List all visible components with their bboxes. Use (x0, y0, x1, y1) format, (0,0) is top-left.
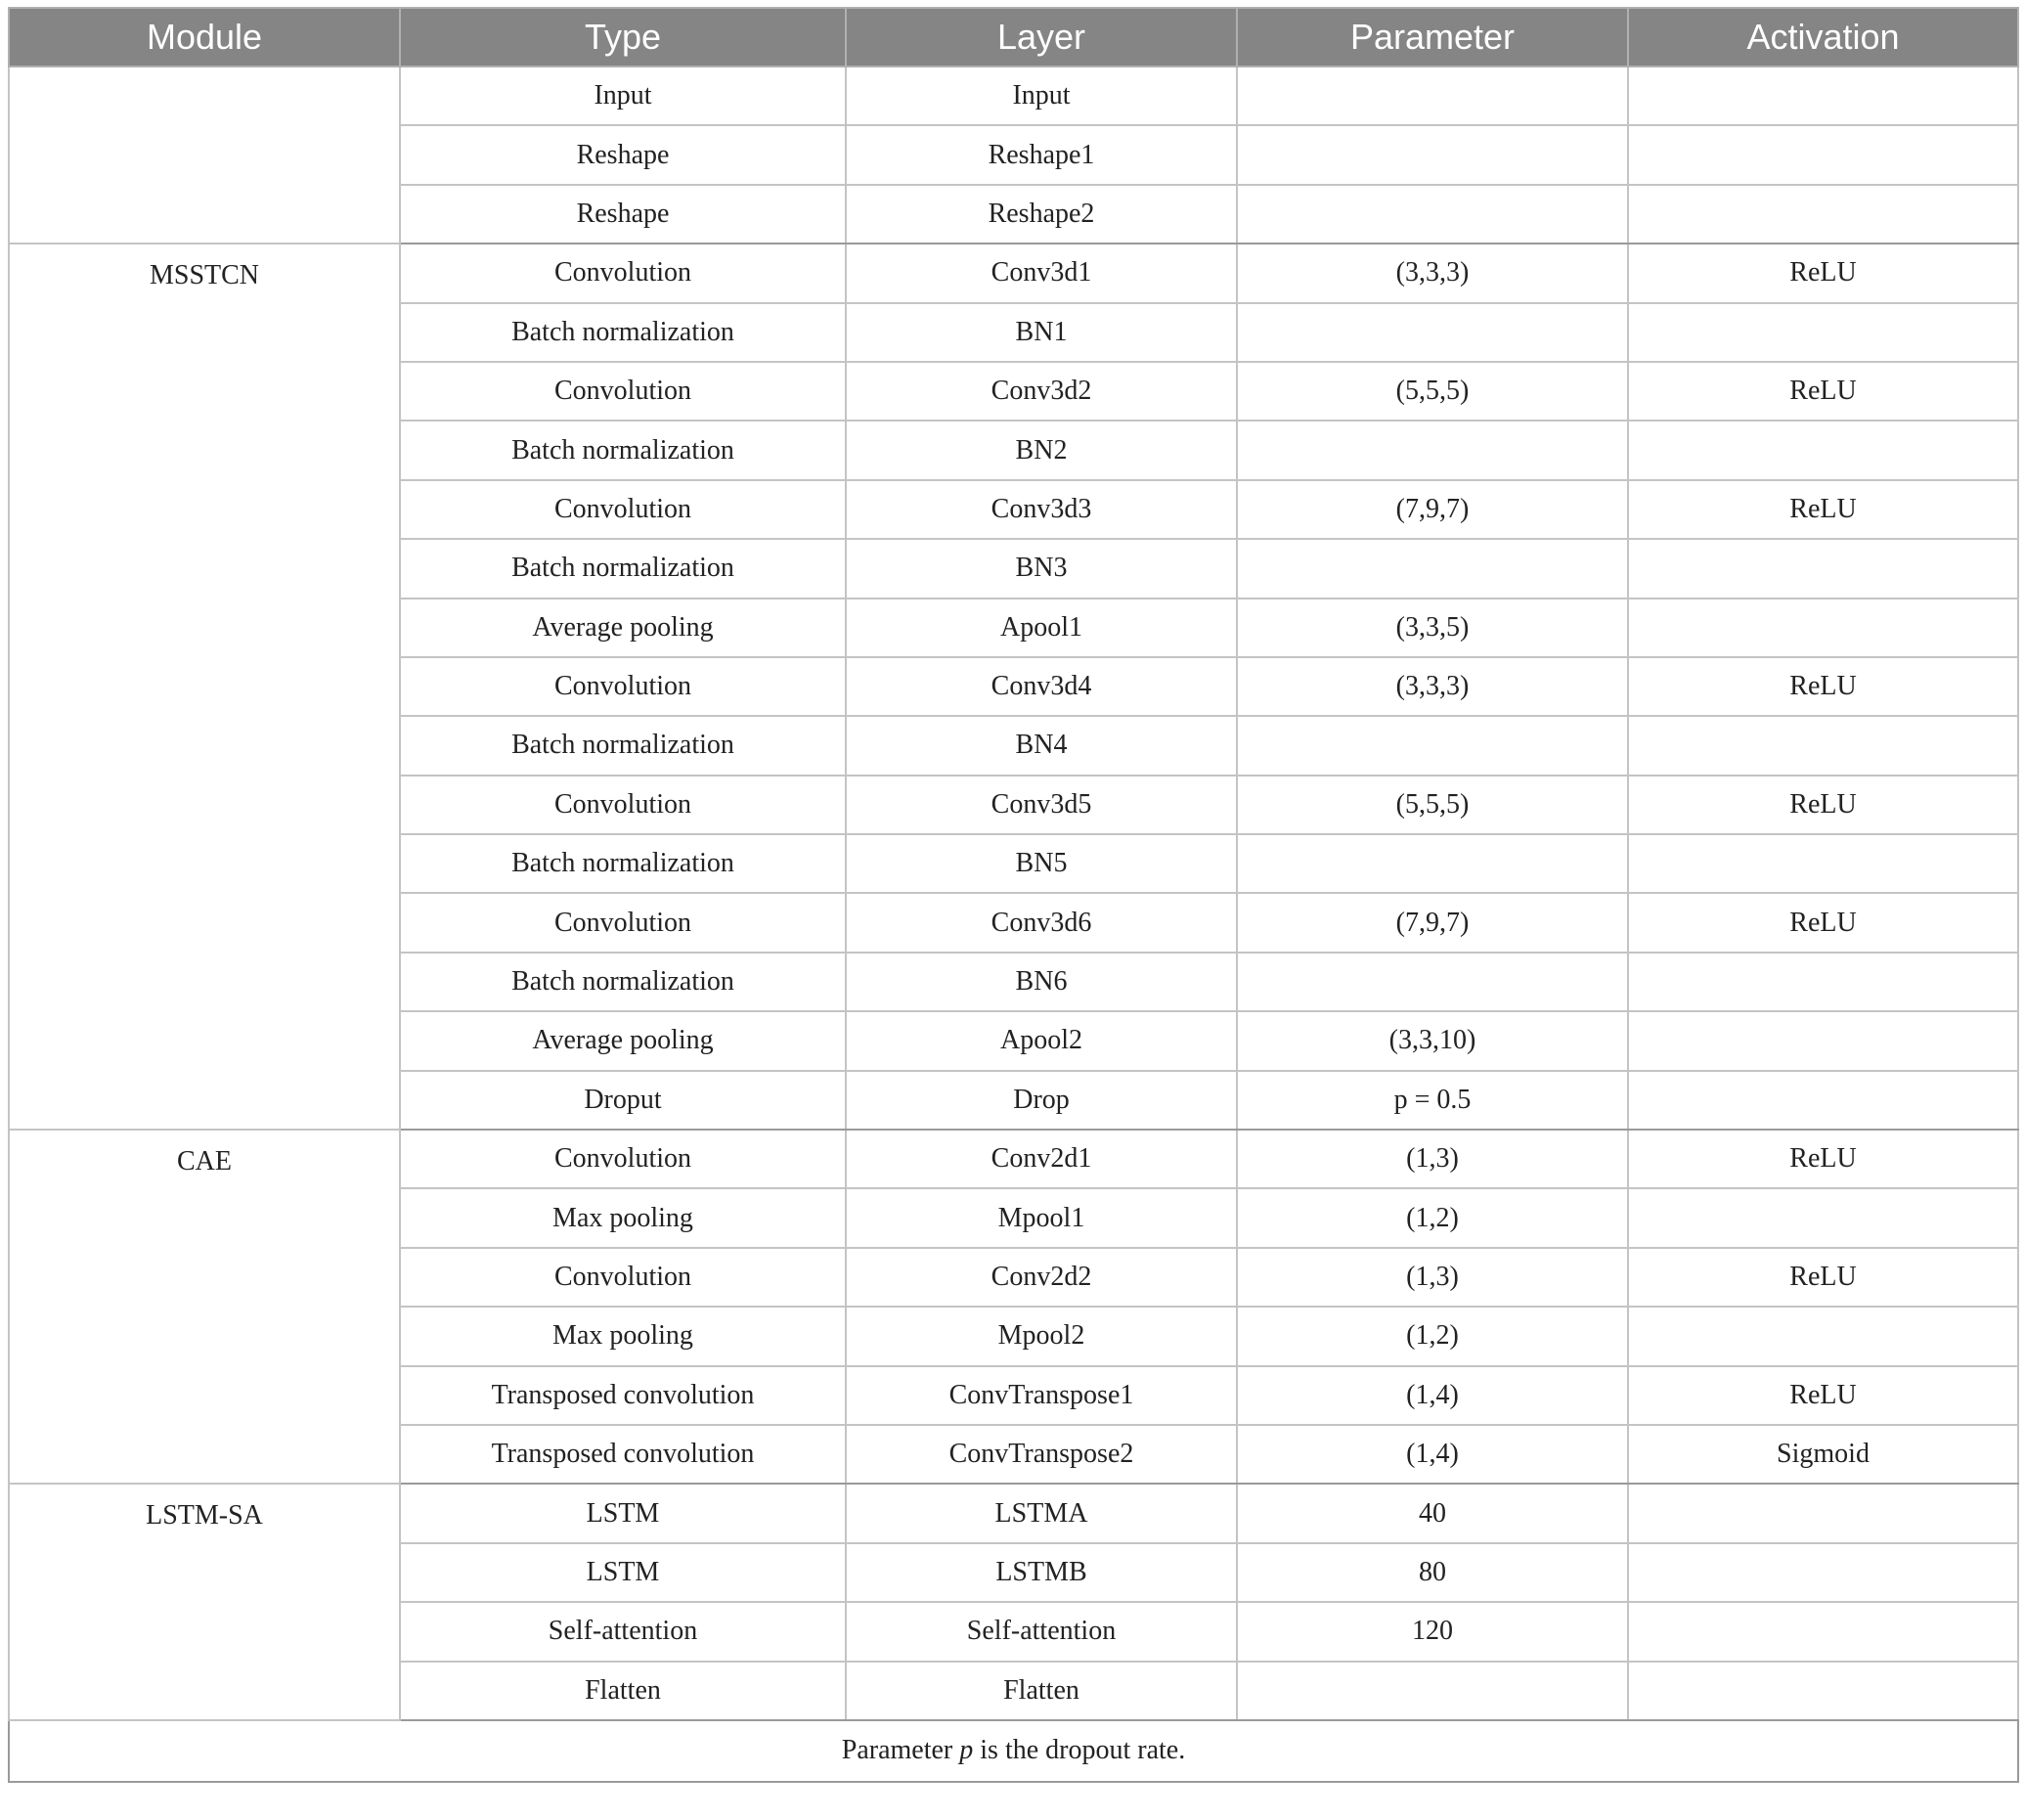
activation-cell (1628, 1543, 2018, 1602)
footnote-variable: p (959, 1735, 974, 1766)
table-header (9, 8, 2018, 67)
activation-cell (1628, 834, 2018, 893)
type-cell: Convolution (400, 362, 846, 421)
module-cell: CAE (9, 1130, 400, 1484)
footnote-after: is the dropout rate. (973, 1735, 1186, 1766)
parameter-cell: (3,3,3) (1237, 657, 1628, 716)
layer-cell: Conv3d2 (846, 362, 1237, 421)
layer-cell: Mpool1 (846, 1188, 1237, 1247)
layer-cell: Conv3d5 (846, 776, 1237, 834)
activation-cell (1628, 303, 2018, 362)
type-cell: Batch normalization (400, 421, 846, 479)
activation-cell: ReLU (1628, 657, 2018, 716)
parameter-cell (1237, 67, 1628, 125)
type-cell: Reshape (400, 125, 846, 184)
layer-cell: Flatten (846, 1662, 1237, 1720)
module-cell: LSTM-SA (9, 1484, 400, 1720)
architecture-table (8, 7, 2019, 1783)
table-row (9, 67, 2018, 125)
type-cell: Transposed convolution (400, 1425, 846, 1484)
module-cell: MSSTCN (9, 244, 400, 1130)
layer-cell: Apool1 (846, 599, 1237, 657)
layer-cell: Conv3d3 (846, 480, 1237, 539)
footnote-before: Parameter (841, 1735, 960, 1766)
activation-cell (1628, 539, 2018, 598)
type-cell: Convolution (400, 1130, 846, 1188)
layer-cell: BN2 (846, 421, 1237, 479)
layer-cell: Self-attention (846, 1602, 1237, 1661)
layer-cell: BN1 (846, 303, 1237, 362)
type-cell: Flatten (400, 1662, 846, 1720)
layer-cell: Reshape2 (846, 185, 1237, 244)
layer-cell: Drop (846, 1071, 1237, 1130)
header-layer: Layer (846, 8, 1237, 67)
type-cell: Batch normalization (400, 539, 846, 598)
activation-cell (1628, 1071, 2018, 1130)
type-cell: Batch normalization (400, 834, 846, 893)
parameter-cell: (1,2) (1237, 1307, 1628, 1365)
type-cell: Input (400, 67, 846, 125)
layer-cell: Input (846, 67, 1237, 125)
layer-cell: Conv3d1 (846, 244, 1237, 302)
parameter-cell (1237, 185, 1628, 244)
layer-cell: Apool2 (846, 1011, 1237, 1070)
type-cell: Reshape (400, 185, 846, 244)
table-footer (9, 1720, 2018, 1782)
type-cell: LSTM (400, 1484, 846, 1542)
layer-cell: BN4 (846, 716, 1237, 775)
table-container (8, 7, 2017, 1783)
type-cell: Max pooling (400, 1307, 846, 1365)
activation-cell: ReLU (1628, 362, 2018, 421)
activation-cell: ReLU (1628, 244, 2018, 302)
parameter-cell: (1,4) (1237, 1425, 1628, 1484)
parameter-cell: 80 (1237, 1543, 1628, 1602)
activation-cell (1628, 599, 2018, 657)
table-row (9, 244, 2018, 302)
type-cell: Convolution (400, 244, 846, 302)
layer-cell: Conv2d1 (846, 1130, 1237, 1188)
layer-cell: ConvTranspose2 (846, 1425, 1237, 1484)
activation-cell (1628, 67, 2018, 125)
type-cell: Average pooling (400, 1011, 846, 1070)
type-cell: Average pooling (400, 599, 846, 657)
activation-cell: ReLU (1628, 893, 2018, 952)
activation-cell (1628, 1011, 2018, 1070)
activation-cell: Sigmoid (1628, 1425, 2018, 1484)
layer-cell: Reshape1 (846, 125, 1237, 184)
type-cell: Convolution (400, 776, 846, 834)
parameter-cell: (1,2) (1237, 1188, 1628, 1247)
parameter-cell: (7,9,7) (1237, 480, 1628, 539)
parameter-cell: (7,9,7) (1237, 893, 1628, 952)
layer-cell: Mpool2 (846, 1307, 1237, 1365)
type-cell: LSTM (400, 1543, 846, 1602)
activation-cell (1628, 421, 2018, 479)
parameter-cell: (3,3,10) (1237, 1011, 1628, 1070)
type-cell: Convolution (400, 480, 846, 539)
type-cell: Convolution (400, 1248, 846, 1307)
type-cell: Droput (400, 1071, 846, 1130)
activation-cell (1628, 1307, 2018, 1365)
parameter-cell: (1,3) (1237, 1248, 1628, 1307)
layer-cell: LSTMA (846, 1484, 1237, 1542)
parameter-cell: p = 0.5 (1237, 1071, 1628, 1130)
layer-cell: Conv2d2 (846, 1248, 1237, 1307)
type-cell: Batch normalization (400, 953, 846, 1011)
type-cell: Transposed convolution (400, 1366, 846, 1425)
layer-cell: BN6 (846, 953, 1237, 1011)
parameter-cell (1237, 539, 1628, 598)
parameter-cell: (1,4) (1237, 1366, 1628, 1425)
type-cell: Batch normalization (400, 303, 846, 362)
layer-cell: Conv3d4 (846, 657, 1237, 716)
parameter-cell: (5,5,5) (1237, 362, 1628, 421)
footnote (9, 1720, 2018, 1782)
activation-cell (1628, 953, 2018, 1011)
type-cell: Max pooling (400, 1188, 846, 1247)
type-cell: Self-attention (400, 1602, 846, 1661)
parameter-cell (1237, 1662, 1628, 1720)
parameter-cell: (5,5,5) (1237, 776, 1628, 834)
type-cell: Convolution (400, 893, 846, 952)
layer-cell: Conv3d6 (846, 893, 1237, 952)
activation-cell (1628, 1484, 2018, 1542)
activation-cell (1628, 1602, 2018, 1661)
activation-cell: ReLU (1628, 776, 2018, 834)
parameter-cell (1237, 953, 1628, 1011)
type-cell: Convolution (400, 657, 846, 716)
header-row (9, 8, 2018, 67)
type-cell: Batch normalization (400, 716, 846, 775)
parameter-cell (1237, 716, 1628, 775)
activation-cell (1628, 716, 2018, 775)
parameter-cell (1237, 834, 1628, 893)
parameter-cell: 120 (1237, 1602, 1628, 1661)
parameter-cell (1237, 125, 1628, 184)
table-row (9, 1484, 2018, 1542)
header-type: Type (400, 8, 846, 67)
activation-cell: ReLU (1628, 1366, 2018, 1425)
activation-cell (1628, 125, 2018, 184)
table-row (9, 1130, 2018, 1188)
layer-cell: ConvTranspose1 (846, 1366, 1237, 1425)
parameter-cell: (3,3,5) (1237, 599, 1628, 657)
parameter-cell (1237, 421, 1628, 479)
layer-cell: BN3 (846, 539, 1237, 598)
parameter-cell (1237, 303, 1628, 362)
parameter-cell: 40 (1237, 1484, 1628, 1542)
header-activation: Activation (1628, 8, 2018, 67)
footnote-row (9, 1720, 2018, 1782)
activation-cell (1628, 185, 2018, 244)
header-module: Module (9, 8, 400, 67)
layer-cell: BN5 (846, 834, 1237, 893)
activation-cell (1628, 1662, 2018, 1720)
activation-cell (1628, 1188, 2018, 1247)
table-body (9, 67, 2018, 1720)
layer-cell: LSTMB (846, 1543, 1237, 1602)
activation-cell: ReLU (1628, 1130, 2018, 1188)
activation-cell: ReLU (1628, 480, 2018, 539)
activation-cell: ReLU (1628, 1248, 2018, 1307)
module-cell (9, 67, 400, 244)
header-parameter: Parameter (1237, 8, 1628, 67)
parameter-cell: (3,3,3) (1237, 244, 1628, 302)
parameter-cell: (1,3) (1237, 1130, 1628, 1188)
